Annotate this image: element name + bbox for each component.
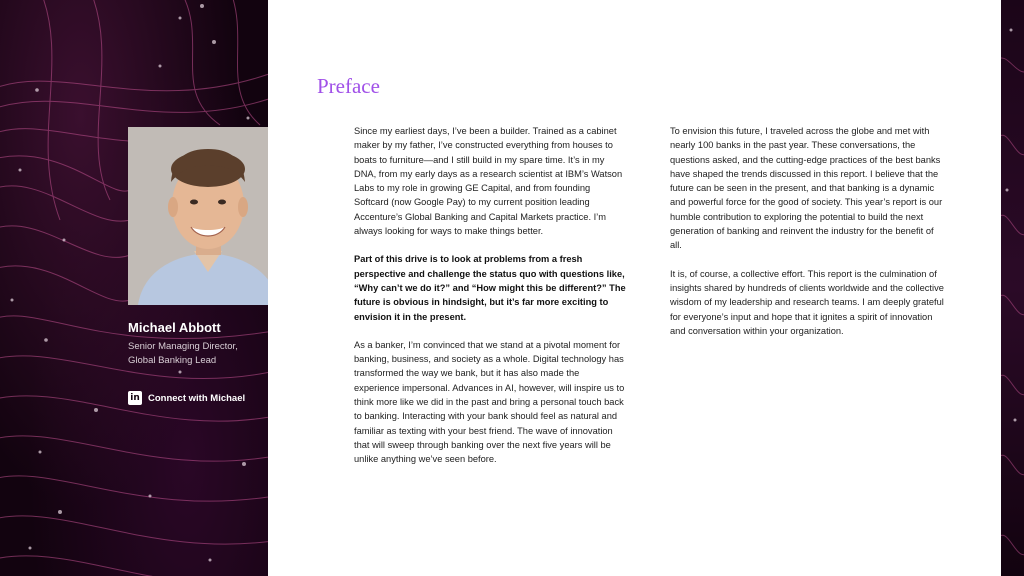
author-role: Senior Managing Director, Global Banking Lead [128, 341, 238, 366]
text-column-left [354, 124, 626, 481]
connect-linkedin-link[interactable] [128, 391, 245, 405]
paragraph: It is, of course, a collective effort. This report is the culmination of insights shared by hundreds of clients worldwide and the collective wisdom of my leadership and research teams. I am deeply grateful for everyone’s input and hope that it ignites a spirit of innovation and conversation within your organization. [670, 268, 944, 336]
background-panel-right [1001, 0, 1024, 576]
paragraph: To envision this future, I traveled across the globe and met with nearly 100 banks in the past year. These conversations, the questions asked, and the cutting-edge practices of the best banks have shaped the trends discussed in this report. I believe that the future can be seen in the present, and that banking is a dynamic and powerful force for the good of society. This year’s report is our humble contribution to exploring the potential to build the next generation of banking and reinvent the industry for the benefit of all. [670, 126, 943, 251]
connect-label: Connect with Michael [148, 392, 246, 404]
paragraph: As a banker, I’m convinced that we stand at a pivotal moment for banking, business, and society as a whole. Digital technology has transformed the way we bank, but it has also made the experience impersonal. Advances in AI, however, will inspire us to think more like we did in the past and bring a personal touch back to banking. Interacting with your bank should feel as natural and familiar as texting with your best friend. The wave of innovation that will sweep through banking over the next five years will be unlike anything we’ve seen before. [354, 339, 625, 465]
author-name: Michael Abbott [128, 320, 221, 335]
author-photo [128, 127, 268, 305]
paragraph: Since my earliest days, I’ve been a builder. Trained as a cabinet maker by my father, I’ve constructed everything from houses to boats to furniture—and I still build in my spare time. It’s in my DNA, from my early days as a research scientist at IBM’s Watson Labs to my role in growing GE Capital, and from founding Softcard (now Google Pay) to my current position leading Accenture’s Global Banking and Capital Markets practice. I’m always looking for ways to make things better. [354, 126, 623, 237]
background-panel-left [0, 0, 268, 576]
portrait-image [128, 127, 268, 305]
light-streaks-graphic-right [1001, 0, 1024, 576]
pull-quote-paragraph: Part of this drive is to look at problems from a fresh perspective and challenge the status quo with questions like, “Why can’t we do it?” and “How might this be different?” The future is obvious in hindsight, but it’s far more exciting to envision it in the present. [354, 254, 626, 322]
page-title: Preface [317, 74, 380, 98]
linkedin-icon: in [128, 391, 142, 405]
text-column-right [670, 124, 946, 352]
